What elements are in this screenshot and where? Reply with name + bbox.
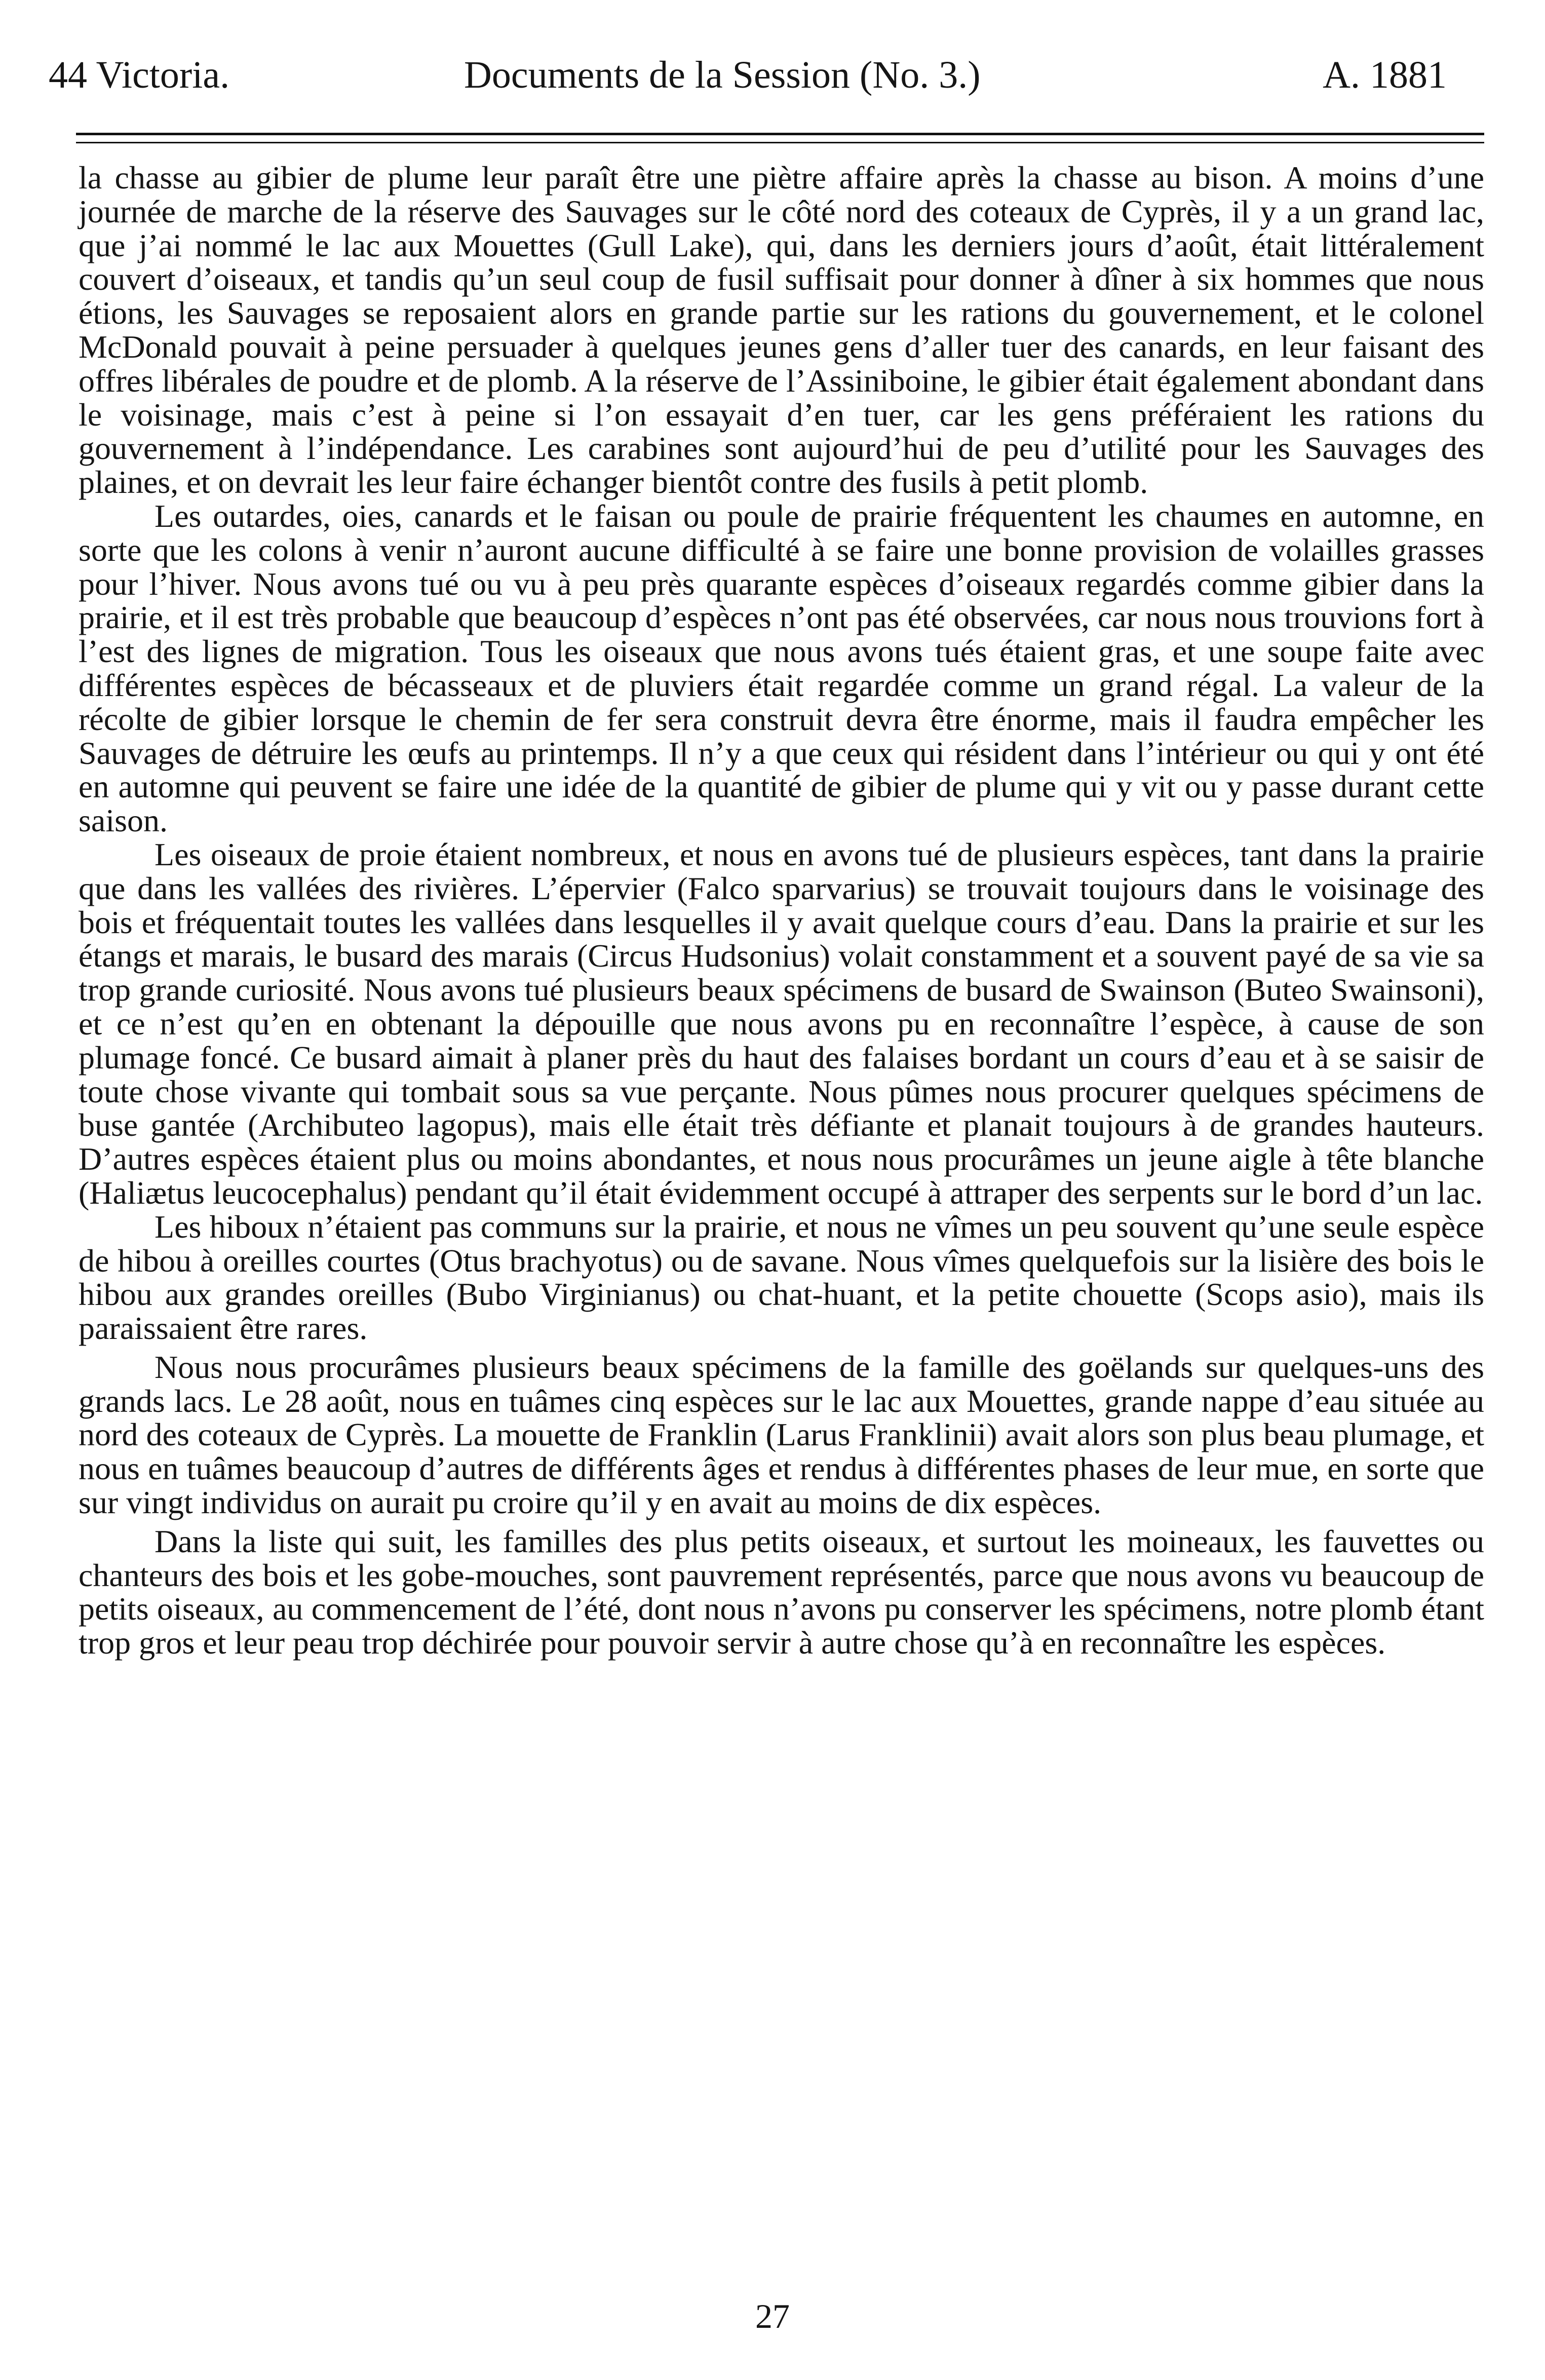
paragraph: Les outardes, oies, canards et le faisan ou poule de prairie fréquentent les chaumes en automne, en sorte que les colons à venir n’auront aucune difficulté à se faire une bonne provision de volailles grasses pour l’hiver. Nous avons tué ou vu à peu près quarante espèces d’oiseaux regardés comme gibier dans la prairie, et il est très probable que beaucoup d’espèces n’ont pas été observées, car nous nous trouvions fort à l’est des lignes de migration. Tous les oiseaux que nous avons tués étaient gras, et une soupe faite avec différentes espèces de bécasseaux et de pluviers était regardée comme un grand régal. La valeur de la récolte de gibier lorsque le chemin de fer sera construit devra être énorme, mais il faudra empêcher les Sauvages de détruire les œufs au printemps. Il n’y a que ceux qui résident dans l’intérieur ou qui y ont été en automne qui peuvent se faire une idée de la quantité de gibier de plume qui y vit ou y passe durant cette saison. (79, 497, 1484, 839)
header-rule-top (76, 133, 1484, 135)
paragraph: Les hiboux n’étaient pas communs sur la prairie, et nous ne vîmes un peu souvent qu’une seule espèce de hibou à oreilles courtes (Otus brachyotus) ou de savane. Nous vîmes quelquefois sur la lisière des bois le hibou aux grandes oreilles (Bubo Virginianus) ou chat-huant, et la petite chouette (Scops asio), mais ils paraissaient être rares. (79, 1208, 1484, 1347)
page-header (49, 45, 1447, 105)
header-volume: 44 Victoria. (49, 54, 230, 96)
header-title: Documents de la Session (No. 3.) (464, 54, 981, 96)
paragraph: Nous nous procurâmes plusieurs beaux spécimens de la famille des goëlands sur quelques-uns des grands lacs. Le 28 août, nous en tuâmes cinq espèces sur le lac aux Mouettes, grande nappe d’eau située au nord des coteaux de Cyprès. La mouette de Franklin (Larus Franklinii) avait alors son plus beau plumage, et nous en tuâmes beaucoup d’autres de différents âges et rendus à différentes phases de leur mue, en sorte que sur vingt individus on aurait pu croire qu’il y en avait au moins de dix espèces. (79, 1349, 1484, 1521)
paragraph: Les oiseaux de proie étaient nombreux, et nous en avons tué de plusieurs espèces, tant dans la prairie que dans les vallées des rivières. L’épervier (Falco sparvarius) se trouvait toujours dans le voisinage des bois et fréquentait toutes les vallées dans lesquelles il y avait quelque cours d’eau. Dans la prairie et sur les étangs et marais, le busard des marais (Circus Hudsonius) volait constamment et a souvent payé de sa vie sa trop grande curiosité. Nous avons tué plusieurs beaux spécimens de busard de Swainson (Buteo Swainsoni), et ce n’est qu’en en obtenant la dépouille que nous avons pu en reconnaître l’espèce, à cause de son plumage foncé. Ce busard aimait à planer près du haut des falaises bordant un cours d’eau et à se saisir de toute chose vivante qui tombait sous sa vue perçante. Nous pûmes nous procurer quelques spécimens de buse gantée (Archibuteo lagopus), mais elle était très défiante et planait toujours à de grandes hauteurs. D’autres espèces étaient plus ou moins abondantes, et nous nous procurâmes un jeune aigle à tête blanche (Haliætus leucocephalus) pendant qu’il était évidemment occupé à attraper des serpents sur le bord d’un lac. (79, 836, 1484, 1211)
header-rule-bottom (76, 142, 1484, 143)
header-year: A. 1881 (1323, 54, 1447, 96)
paragraph: la chasse au gibier de plume leur paraît être une piètre affaire après la chasse au bison. A moins d’une journée de marche de la réserve des Sauvages sur le côté nord des coteaux de Cyprès, il y a un grand lac, que j’ai nommé le lac aux Mouettes (Gull Lake), qui, dans les derniers jours d’août, était littéralement couvert d’oiseaux, et tandis qu’un seul coup de fusil suffisait pour donner à dîner à six hommes que nous étions, les Sauvages se reposaient alors en grande partie sur les rations du gouvernement, et le colonel McDonald pouvait à peine persuader à quelques jeunes gens d’aller tuer des canards, en leur faisant des offres libérales de poudre et de plomb. A la réserve de l’Assiniboine, le gibier était également abondant dans le voisinage, mais c’est à peine si l’on essayait d’en tuer, car les gens préféraient les rations du gouvernement à l’indépendance. Les carabines sont aujourd’hui de peu d’utilité pour les Sauvages des plaines, et on devrait les leur faire échanger bientôt contre des fusils à petit plomb. (79, 160, 1484, 501)
page-body (79, 161, 1484, 1660)
paragraph: Dans la liste qui suit, les familles des plus petits oiseaux, et surtout les moineaux, les fauvettes ou chanteurs des bois et les gobe-mouches, sont pauvrement représentés, parce que nous avons vu beaucoup de petits oiseaux, au commencement de l’été, dont nous n’avons pu conserver les spécimens, notre plomb étant trop gros et leur peau trop déchirée pour pouvoir servir à autre chose qu’à en reconnaître les espèces. (79, 1523, 1484, 1661)
page-number: 27 (755, 2297, 790, 2335)
